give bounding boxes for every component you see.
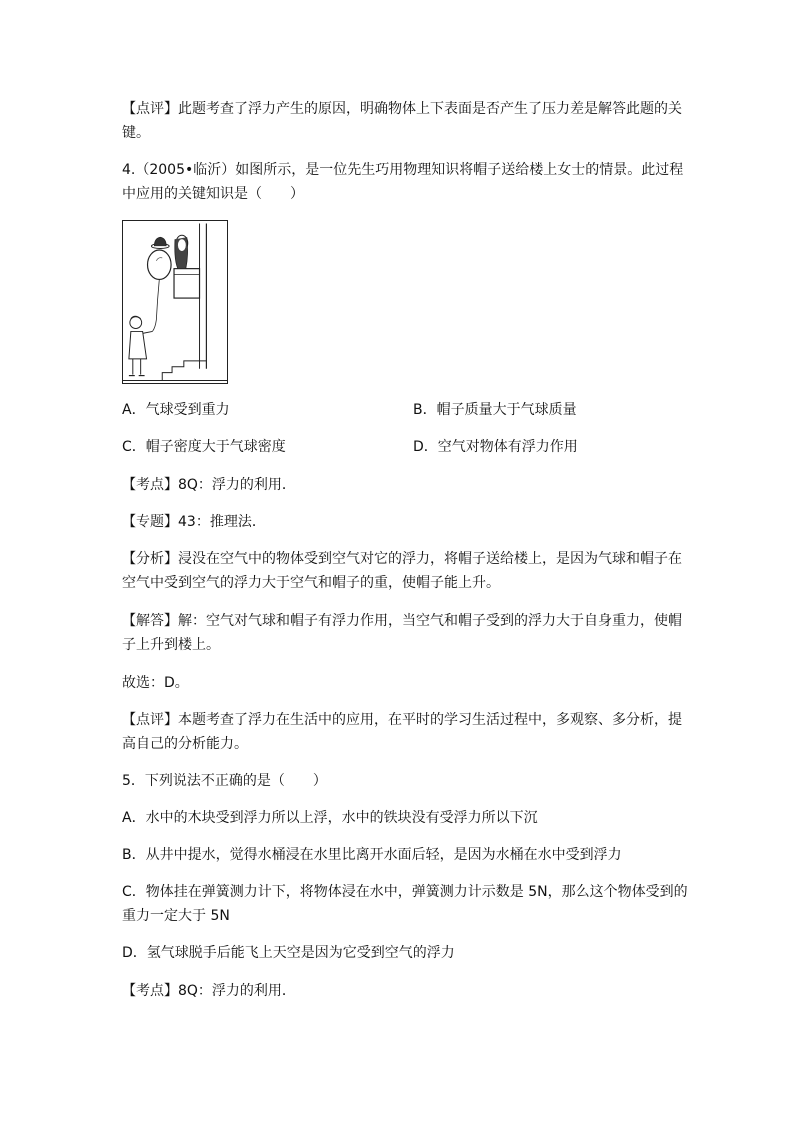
- kaodian-line: 【考点】8Q：浮力的利用．: [122, 477, 296, 493]
- analysis-line: 空气中受到空气的浮力大于空气和帽子的重，使帽子能上升。: [122, 575, 500, 591]
- review-text-line: 键。: [122, 125, 150, 141]
- solution-line: 子上升到楼上。: [122, 637, 220, 653]
- comment-line: 高自己的分析能力。: [122, 736, 248, 752]
- option-c: C．帽子密度大于气球密度: [122, 439, 286, 455]
- question-4-stem: 4.（2005•临沂）如图所示，是一位先生巧用物理知识将帽子送给楼上女士的情景。此过程: [122, 162, 684, 178]
- analysis-line: 【分析】浸没在空气中的物体受到空气对它的浮力，将帽子送给楼上，是因为气球和帽子在: [122, 551, 682, 567]
- review-text-line: 【点评】此题考查了浮力产生的原因，明确物体上下表面是否产生了压力差是解答此题的关: [122, 101, 682, 117]
- balloon-hat-illustration-icon: [122, 220, 228, 384]
- answer-line: 故选：D。: [122, 675, 189, 691]
- solution-line: 【解答】解：空气对气球和帽子有浮力作用，当空气和帽子受到的浮力大于自身重力，使帽: [122, 613, 682, 629]
- option-d: D．氢气球脱手后能飞上天空是因为它受到空气的浮力: [122, 945, 455, 961]
- option-a: A．气球受到重力: [122, 402, 230, 418]
- question-4-stem: 中应用的关键知识是（ ）: [122, 186, 304, 202]
- option-c: 重力一定大于 5N: [122, 908, 230, 924]
- comment-line: 【点评】本题考查了浮力在生活中的应用，在平时的学习生活过程中，多观察、多分析，提: [122, 712, 682, 728]
- zhuanti-line: 【专题】43：推理法．: [122, 514, 266, 530]
- option-c: C．物体挂在弹簧测力计下，将物体浸在水中，弹簧测力计示数是 5N，那么这个物体受到的: [122, 884, 688, 900]
- option-b: B．从井中提水，觉得水桶浸在水里比离开水面后轻，是因为水桶在水中受到浮力: [122, 847, 622, 863]
- option-d: D．空气对物体有浮力作用: [413, 439, 578, 455]
- option-a: A．水中的木块受到浮力所以上浮，水中的铁块没有受浮力所以下沉: [122, 810, 538, 826]
- option-b: B．帽子质量大于气球质量: [413, 402, 577, 418]
- question-5-stem: 5．下列说法不正确的是（ ）: [122, 773, 327, 789]
- kaodian-line: 【考点】8Q：浮力的利用．: [122, 983, 296, 999]
